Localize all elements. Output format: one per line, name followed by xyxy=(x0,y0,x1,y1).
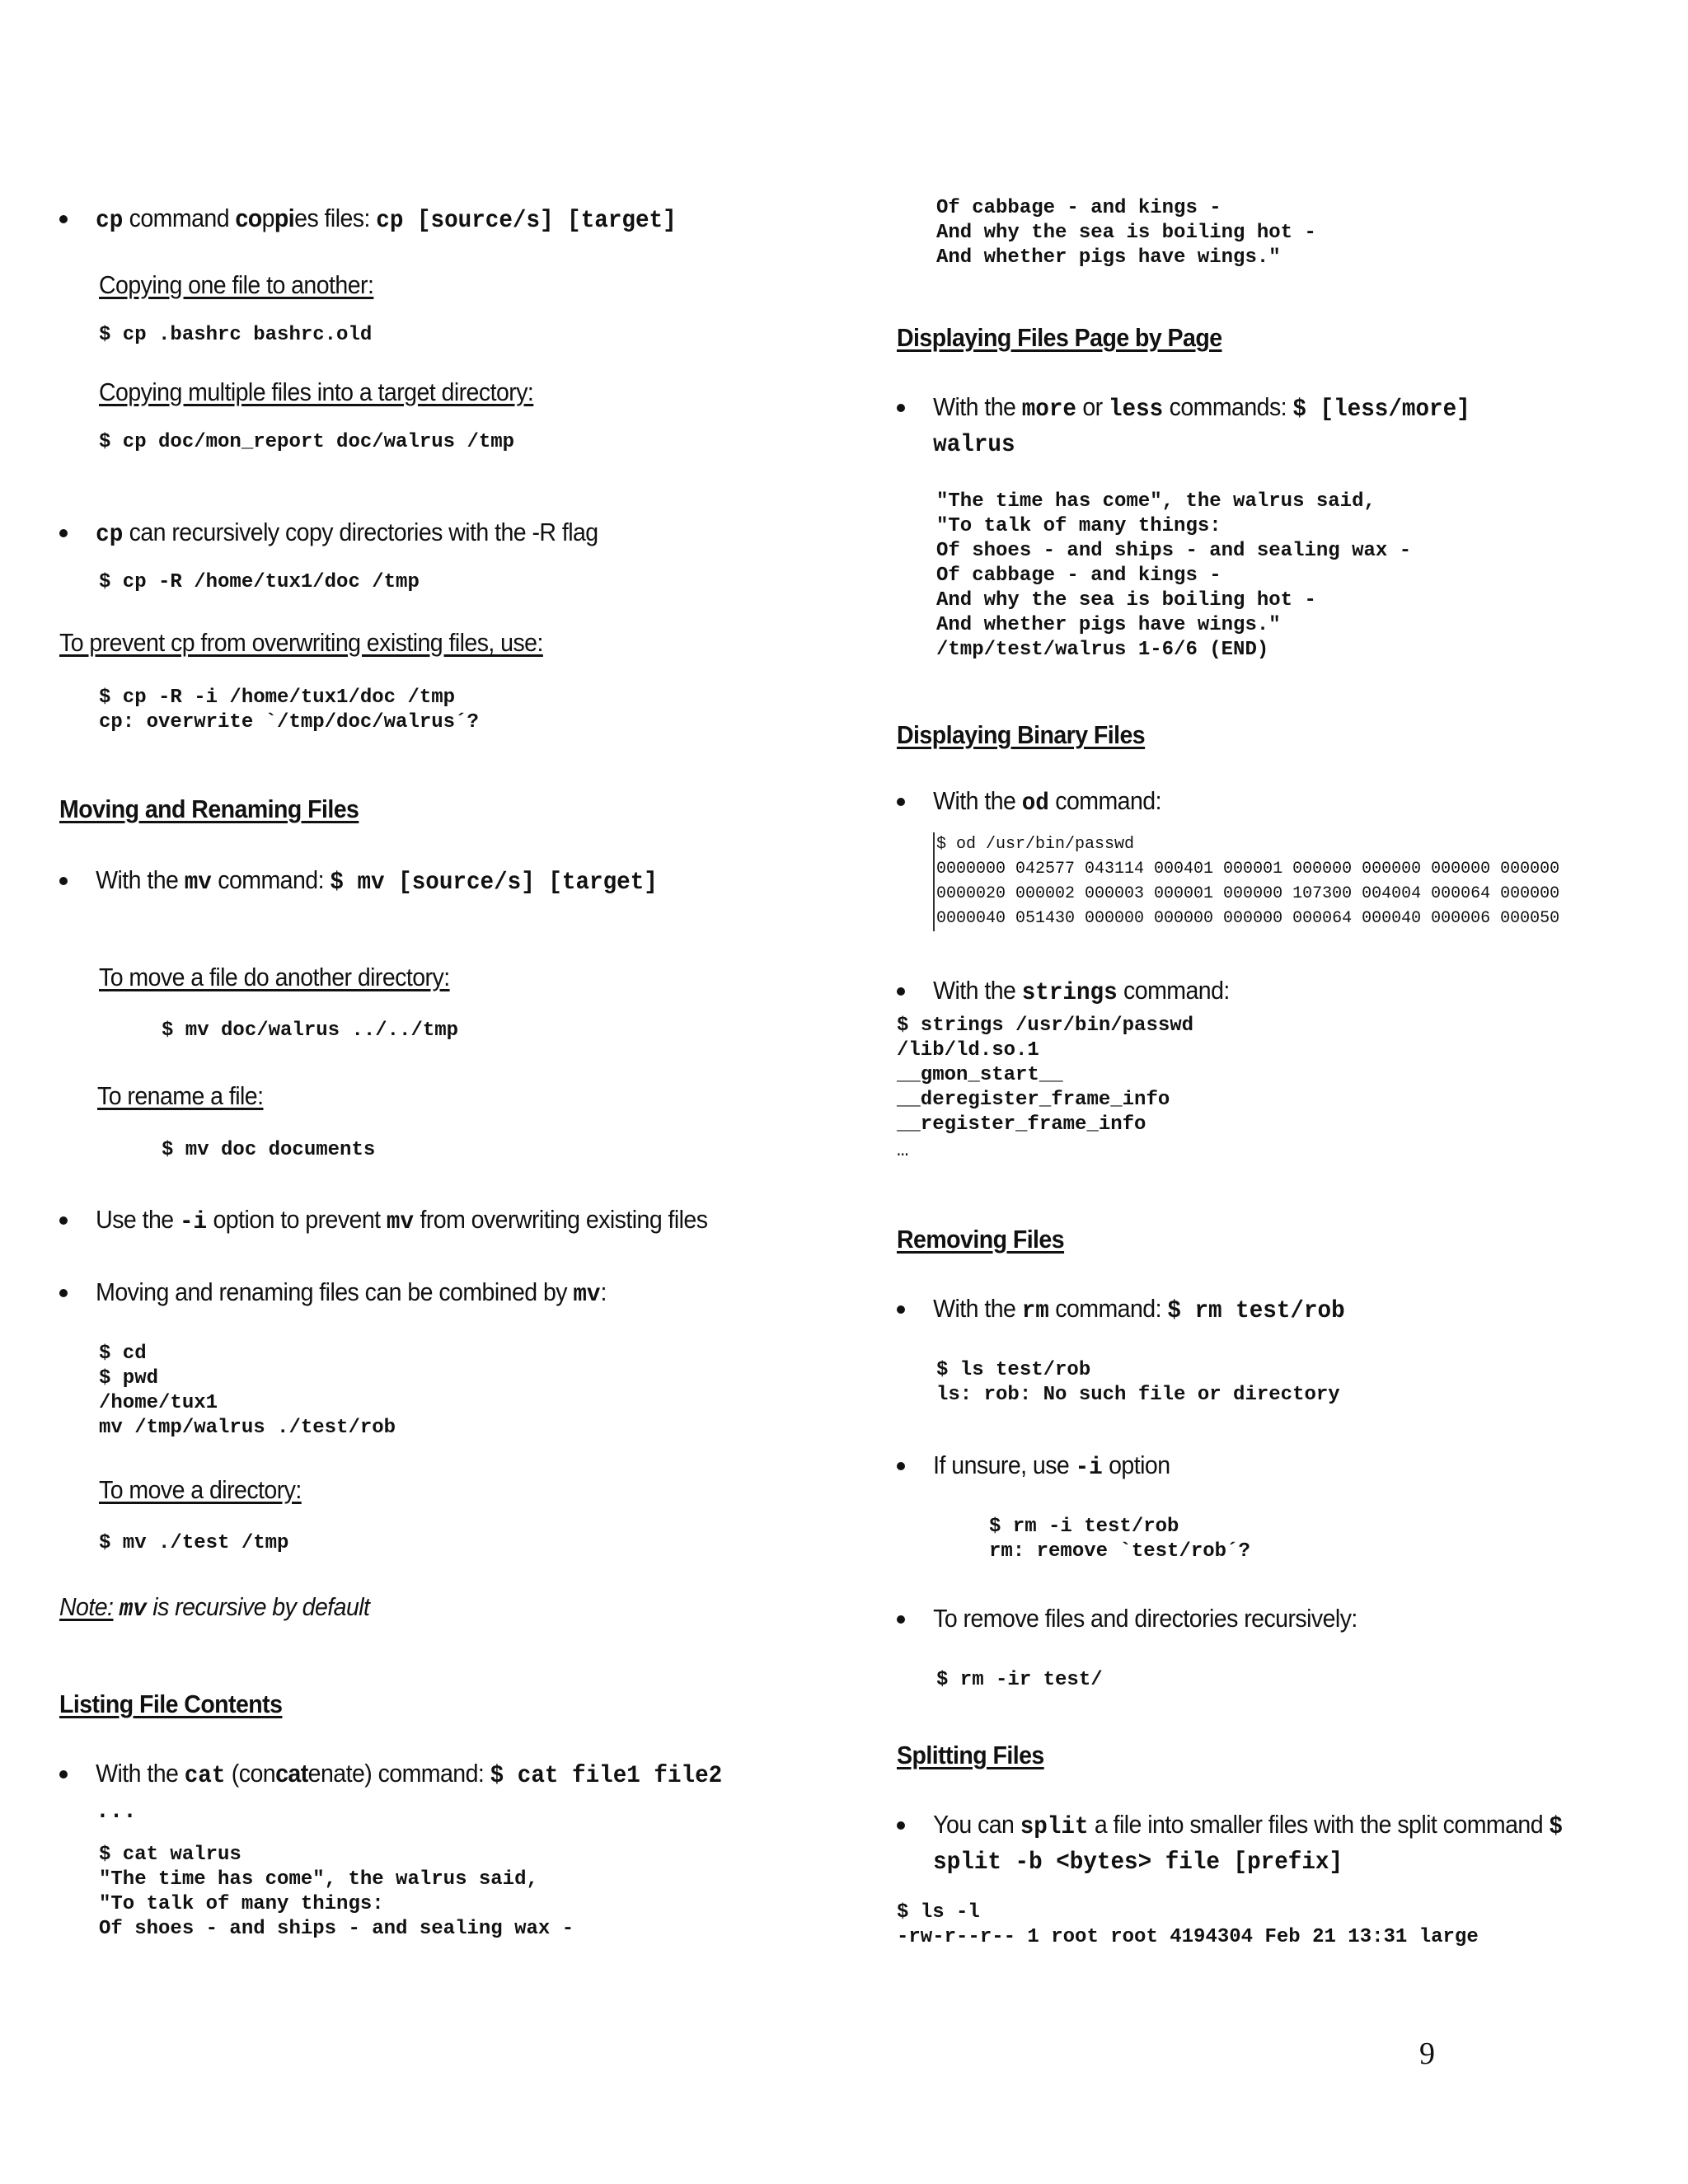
removing-heading: Removing Files xyxy=(897,1225,1065,1254)
combined-bullet xyxy=(59,1276,851,1311)
cp-bullet xyxy=(59,202,851,237)
od-text-2: command: xyxy=(1048,786,1161,815)
cp-text-3: es files: xyxy=(294,204,377,232)
more-text-3: commands: xyxy=(1163,392,1293,421)
more-less-bullet xyxy=(897,391,1672,462)
use-i-text-1: Use the xyxy=(96,1205,180,1234)
splitting-heading: Splitting Files xyxy=(897,1741,1044,1769)
mv-bullet xyxy=(59,864,851,899)
split-bullet xyxy=(897,1808,1672,1879)
more-text-1: With the xyxy=(933,392,1022,421)
unsure-opt: -i xyxy=(1075,1454,1103,1482)
more-syntax-cont: walrus xyxy=(933,431,1015,459)
prevent-code: $ cp -R -i /home/tux1/doc /tmp cp: overwrite `/tmp/doc/walrus´? xyxy=(99,687,479,733)
strings-ellipsis: … xyxy=(897,1140,909,1162)
od-cmd: od xyxy=(1021,790,1049,818)
split-cmd: split xyxy=(1020,1813,1089,1841)
unsure-bullet xyxy=(897,1449,1672,1484)
mv-syntax: $ mv [source/s] [target] xyxy=(330,869,658,897)
cat-text-3: enate) command: xyxy=(307,1759,490,1788)
strings-code: $ strings /usr/bin/passwd /lib/ld.so.1 __gmon_start__ __deregister_frame_info __register_frame_info xyxy=(897,1015,1194,1136)
recursive-code: $ rm -ir test/ xyxy=(936,1669,1103,1691)
page-number: 9 xyxy=(1419,2036,1435,2071)
move-dir-caption: To move a directory: xyxy=(99,1475,302,1504)
rm-code: $ ls test/rob ls: rob: No such file or directory xyxy=(936,1359,1340,1406)
unsure-text-1: If unsure, use xyxy=(933,1451,1076,1479)
use-i-text-2: option to prevent xyxy=(207,1205,387,1234)
cp-text-2: p xyxy=(261,204,274,232)
cat-text-2: (con xyxy=(225,1759,276,1788)
unsure-text-2: option xyxy=(1102,1451,1170,1479)
cp-pi: pi xyxy=(274,204,295,232)
move-file-code: $ mv doc/walrus ../../tmp xyxy=(162,1019,459,1042)
cp-recursive-bullet xyxy=(59,516,851,551)
note xyxy=(59,1591,369,1626)
note-text: is recursive by default xyxy=(146,1592,370,1621)
move-file-caption: To move a file do another directory: xyxy=(99,963,450,991)
more-cmd: more xyxy=(1021,396,1076,424)
rm-cmd: rm xyxy=(1021,1297,1049,1325)
moving-heading: Moving and Renaming Files xyxy=(59,794,359,823)
use-i-text-3: from overwriting existing files xyxy=(414,1205,708,1234)
combined-cmd: mv xyxy=(573,1281,601,1309)
cp-text-1: command xyxy=(123,204,236,232)
mv-text-2: command: xyxy=(211,865,331,894)
rename-caption: To rename a file: xyxy=(97,1081,264,1110)
od-output: $ od /usr/bin/passwd 0000000 042577 043114 000401 000001 000000 000000 000000 000000 0000020 000002 000003 000001 000000 107300 004004 000064 000000 0000040 051430 000000 000000 000000 000064 000040 000006 000050 xyxy=(933,832,1559,931)
mv-cmd: mv xyxy=(184,869,212,897)
copy-multi-caption: Copying multiple files into a target directory: xyxy=(99,377,534,406)
strings-text-2: command: xyxy=(1117,976,1230,1005)
note-cmd: mv xyxy=(119,1596,147,1624)
more-code: "The time has come", the walrus said, "To talk of many things: Of shoes - and ships - and sealing wax - Of cabbage - and kings - And why the sea is boiling hot - And whether pigs have wings." /tmp/test/walrus 1-6/6 (END) xyxy=(936,490,1412,661)
copy-one-code: $ cp .bashrc bashrc.old xyxy=(99,324,373,346)
combined-text-2: : xyxy=(600,1277,607,1306)
combined-text-1: Moving and renaming files can be combined by xyxy=(96,1277,574,1306)
cp-recursive-code: $ cp -R /home/tux1/doc /tmp xyxy=(99,571,420,593)
cat-syntax-cont: ... xyxy=(96,1797,137,1825)
cat-bullet xyxy=(59,1757,851,1828)
cp-cmd: cp xyxy=(96,207,124,235)
rm-bullet xyxy=(897,1292,1672,1328)
copy-one-caption: Copying one file to another: xyxy=(99,270,374,299)
use-i-cmd: mv xyxy=(386,1208,415,1236)
move-dir-code: $ mv ./test /tmp xyxy=(99,1532,289,1554)
combined-code: $ cd $ pwd /home/tux1 mv /tmp/walrus ./test/rob xyxy=(99,1343,396,1439)
cp-co: co xyxy=(235,204,262,232)
cat-code-continued: Of cabbage - and kings - And why the sea is boiling hot - And whether pigs have wings." xyxy=(936,197,1316,269)
recursive-text: To remove files and directories recursively: xyxy=(933,1604,1357,1633)
use-i-opt: -i xyxy=(179,1208,208,1236)
binary-heading: Displaying Binary Files xyxy=(897,720,1146,749)
strings-bullet xyxy=(897,974,1672,1010)
copy-multi-code: $ cp doc/mon_report doc/walrus /tmp xyxy=(99,431,515,453)
od-text-1: With the xyxy=(933,786,1022,815)
split-dollar: $ xyxy=(1549,1813,1563,1841)
split-code: $ ls -l -rw-r--r-- 1 root root 4194304 Feb 21 13:31 large xyxy=(897,1901,1479,1948)
split-syntax: split -b <bytes> file [prefix] xyxy=(933,1849,1343,1877)
paging-heading: Displaying Files Page by Page xyxy=(897,323,1222,352)
mv-text-1: With the xyxy=(96,865,185,894)
note-label: Note: xyxy=(59,1592,114,1621)
cp-syntax: cp [source/s] [target] xyxy=(376,207,677,235)
split-text-1: You can xyxy=(933,1810,1020,1839)
rm-text-1: With the xyxy=(933,1294,1022,1323)
rename-code: $ mv doc documents xyxy=(162,1139,376,1161)
use-i-bullet xyxy=(59,1203,851,1239)
recursive-bullet xyxy=(897,1602,1672,1635)
od-bullet xyxy=(897,785,1672,820)
cat-text-1: With the xyxy=(96,1759,185,1788)
cp-r-cmd: cp xyxy=(96,521,124,549)
unsure-code: $ rm -i test/rob rm: remove `test/rob´? xyxy=(989,1516,1250,1563)
split-text-2: a file into smaller files with the split command xyxy=(1088,1810,1550,1839)
cat-syntax: $ cat file1 file2 xyxy=(490,1762,723,1790)
less-cmd: less xyxy=(1108,396,1164,424)
cat-bold: cat xyxy=(275,1759,308,1788)
rm-text-2: command: xyxy=(1048,1294,1168,1323)
more-syntax: $ [less/more] xyxy=(1292,396,1470,424)
prevent-caption: To prevent cp from overwriting existing files, use: xyxy=(59,628,543,657)
cp-r-text: can recursively copy directories with the -R flag xyxy=(123,518,598,546)
cat-code: $ cat walrus "The time has come", the walrus said, "To talk of many things: Of shoes - and ships - and sealing wax - xyxy=(99,1844,574,1940)
cat-cmd: cat xyxy=(184,1762,226,1790)
strings-text-1: With the xyxy=(933,976,1022,1005)
listing-heading: Listing File Contents xyxy=(59,1690,283,1718)
strings-cmd: strings xyxy=(1021,979,1118,1007)
more-text-2: or xyxy=(1076,392,1109,421)
rm-syntax: $ rm test/rob xyxy=(1167,1297,1345,1325)
